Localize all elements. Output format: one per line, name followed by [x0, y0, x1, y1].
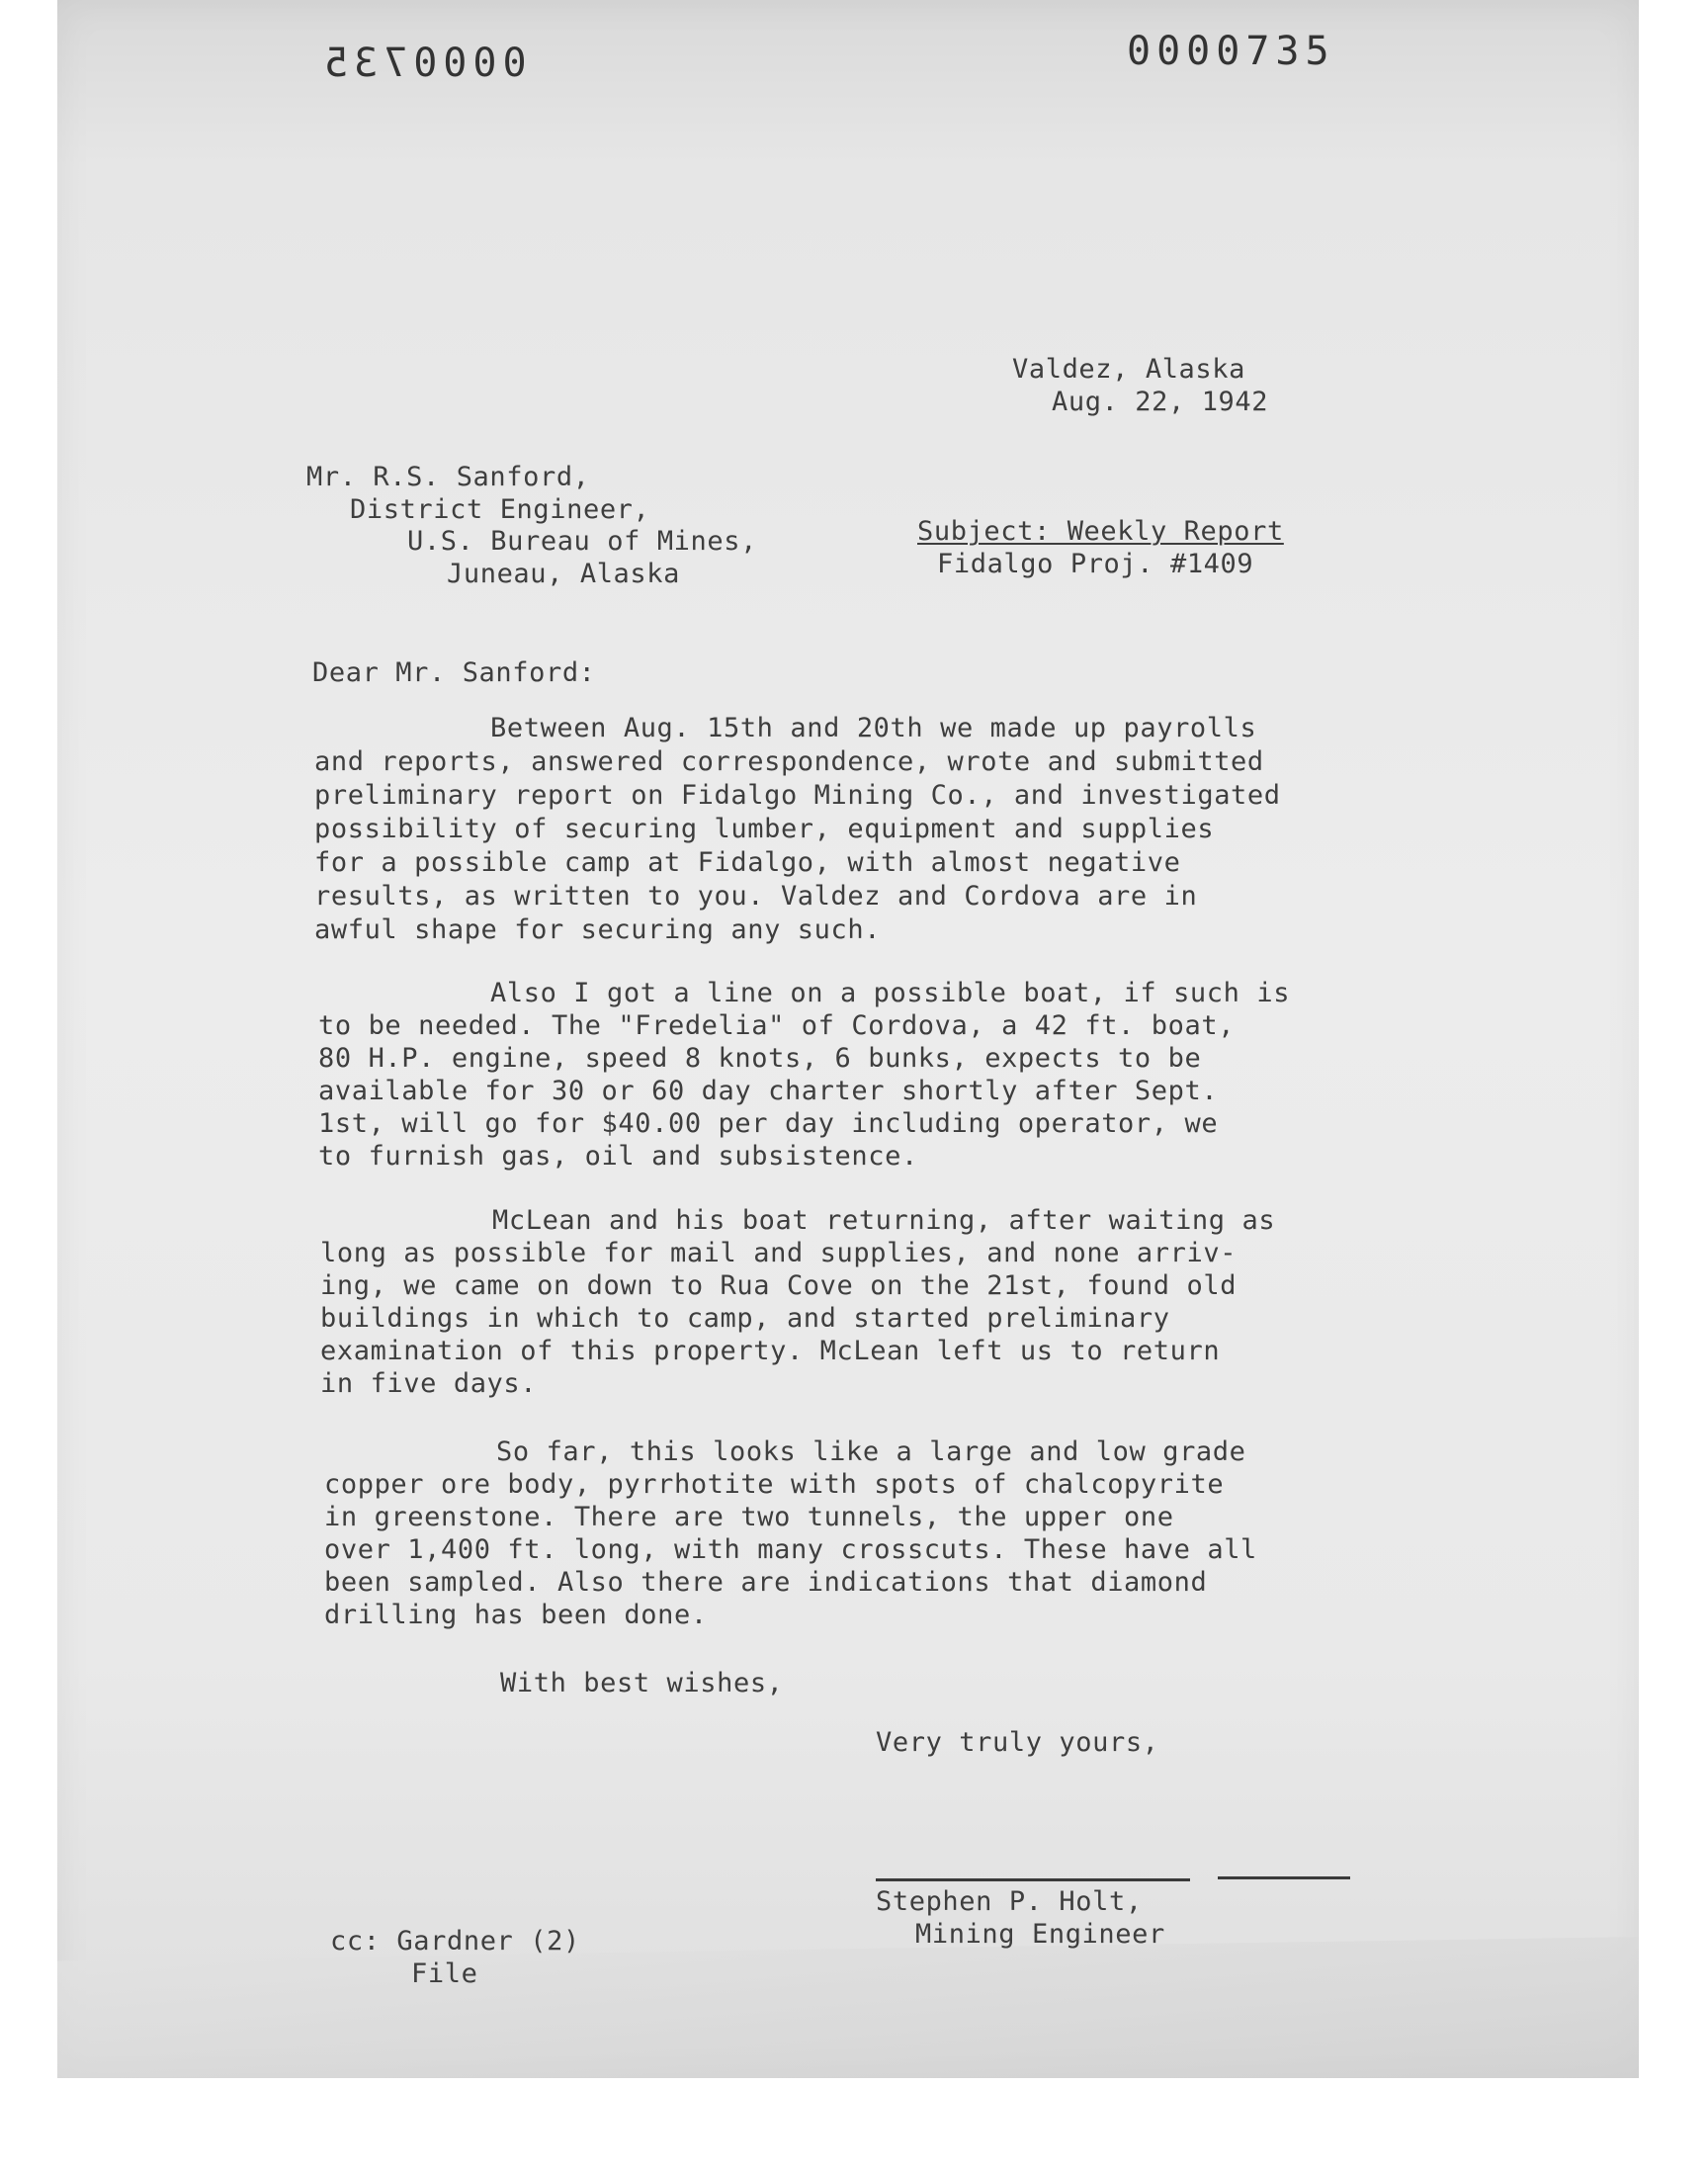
valediction: Very truly yours, — [876, 1727, 1159, 1758]
paragraph-line: ing, we came on down to Rua Cove on the 21st, found old — [320, 1270, 1238, 1301]
signature-line-extension — [1218, 1876, 1350, 1879]
signature-line — [876, 1878, 1190, 1881]
addressee-title: District Engineer, — [350, 494, 650, 525]
salutation: Dear Mr. Sanford: — [312, 657, 596, 688]
paragraph-line: 80 H.P. engine, speed 8 knots, 6 bunks, expects to be — [318, 1043, 1202, 1074]
signer-title: Mining Engineer — [915, 1919, 1165, 1950]
paragraph-line: results, as written to you. Valdez and Cordova are in — [314, 881, 1198, 912]
paragraph-line: So far, this looks like a large and low grade — [496, 1436, 1246, 1467]
subject-line: Subject: Weekly Report — [917, 516, 1284, 547]
paragraph-line: and reports, answered correspondence, wrote and submitted — [314, 746, 1264, 777]
paragraph-line: Also I got a line on a possible boat, if such is — [490, 978, 1291, 1008]
addressee-city: Juneau, Alaska — [447, 559, 680, 589]
dateline-place: Valdez, Alaska — [1012, 354, 1245, 385]
mirrored-document-number: 0000735 — [318, 41, 527, 86]
cc-file: File — [411, 1958, 478, 1989]
paragraph-line: in greenstone. There are two tunnels, the upper one — [324, 1502, 1174, 1532]
paragraph-line: in five days. — [320, 1368, 538, 1399]
paragraph-line: examination of this property. McLean left us to return — [320, 1336, 1221, 1366]
paragraph-line: for a possible camp at Fidalgo, with almost negative — [314, 847, 1181, 878]
paragraph-line: Between Aug. 15th and 20th we made up payrolls — [490, 713, 1257, 743]
addressee-organization: U.S. Bureau of Mines, — [407, 526, 757, 557]
paragraph-line: possibility of securing lumber, equipment and supplies — [314, 814, 1215, 844]
paragraph-line: 1st, will go for $40.00 per day including operator, we — [318, 1108, 1219, 1139]
paragraph-line: to be needed. The "Fredelia" of Cordova, a 42 ft. boat, — [318, 1010, 1236, 1041]
paragraph-line: available for 30 or 60 day charter shortly after Sept. — [318, 1076, 1219, 1106]
paragraph-line: buildings in which to camp, and started preliminary — [320, 1303, 1170, 1334]
paragraph-line: awful shape for securing any such. — [314, 914, 882, 945]
document-number: 0000735 — [1127, 29, 1335, 74]
project-line: Fidalgo Proj. #1409 — [937, 549, 1254, 579]
paragraph-line: long as possible for mail and supplies, and none arriv- — [320, 1238, 1238, 1268]
paragraph-line: over 1,400 ft. long, with many crosscuts. These have all — [324, 1534, 1257, 1565]
paragraph-line: McLean and his boat returning, after waiting as — [492, 1205, 1276, 1236]
closing-wishes: With best wishes, — [500, 1668, 784, 1698]
paragraph-line: preliminary report on Fidalgo Mining Co., and investigated — [314, 780, 1281, 811]
paragraph-line: been sampled. Also there are indications that diamond — [324, 1567, 1208, 1598]
cc-line: cc: Gardner (2) — [330, 1926, 580, 1957]
addressee-name: Mr. R.S. Sanford, — [306, 462, 590, 492]
dateline-date: Aug. 22, 1942 — [1052, 387, 1269, 417]
paragraph-line: drilling has been done. — [324, 1600, 708, 1630]
paragraph-line: to furnish gas, oil and subsistence. — [318, 1141, 918, 1172]
paragraph-line: copper ore body, pyrrhotite with spots of chalcopyrite — [324, 1469, 1225, 1500]
signer-name: Stephen P. Holt, — [876, 1886, 1143, 1917]
